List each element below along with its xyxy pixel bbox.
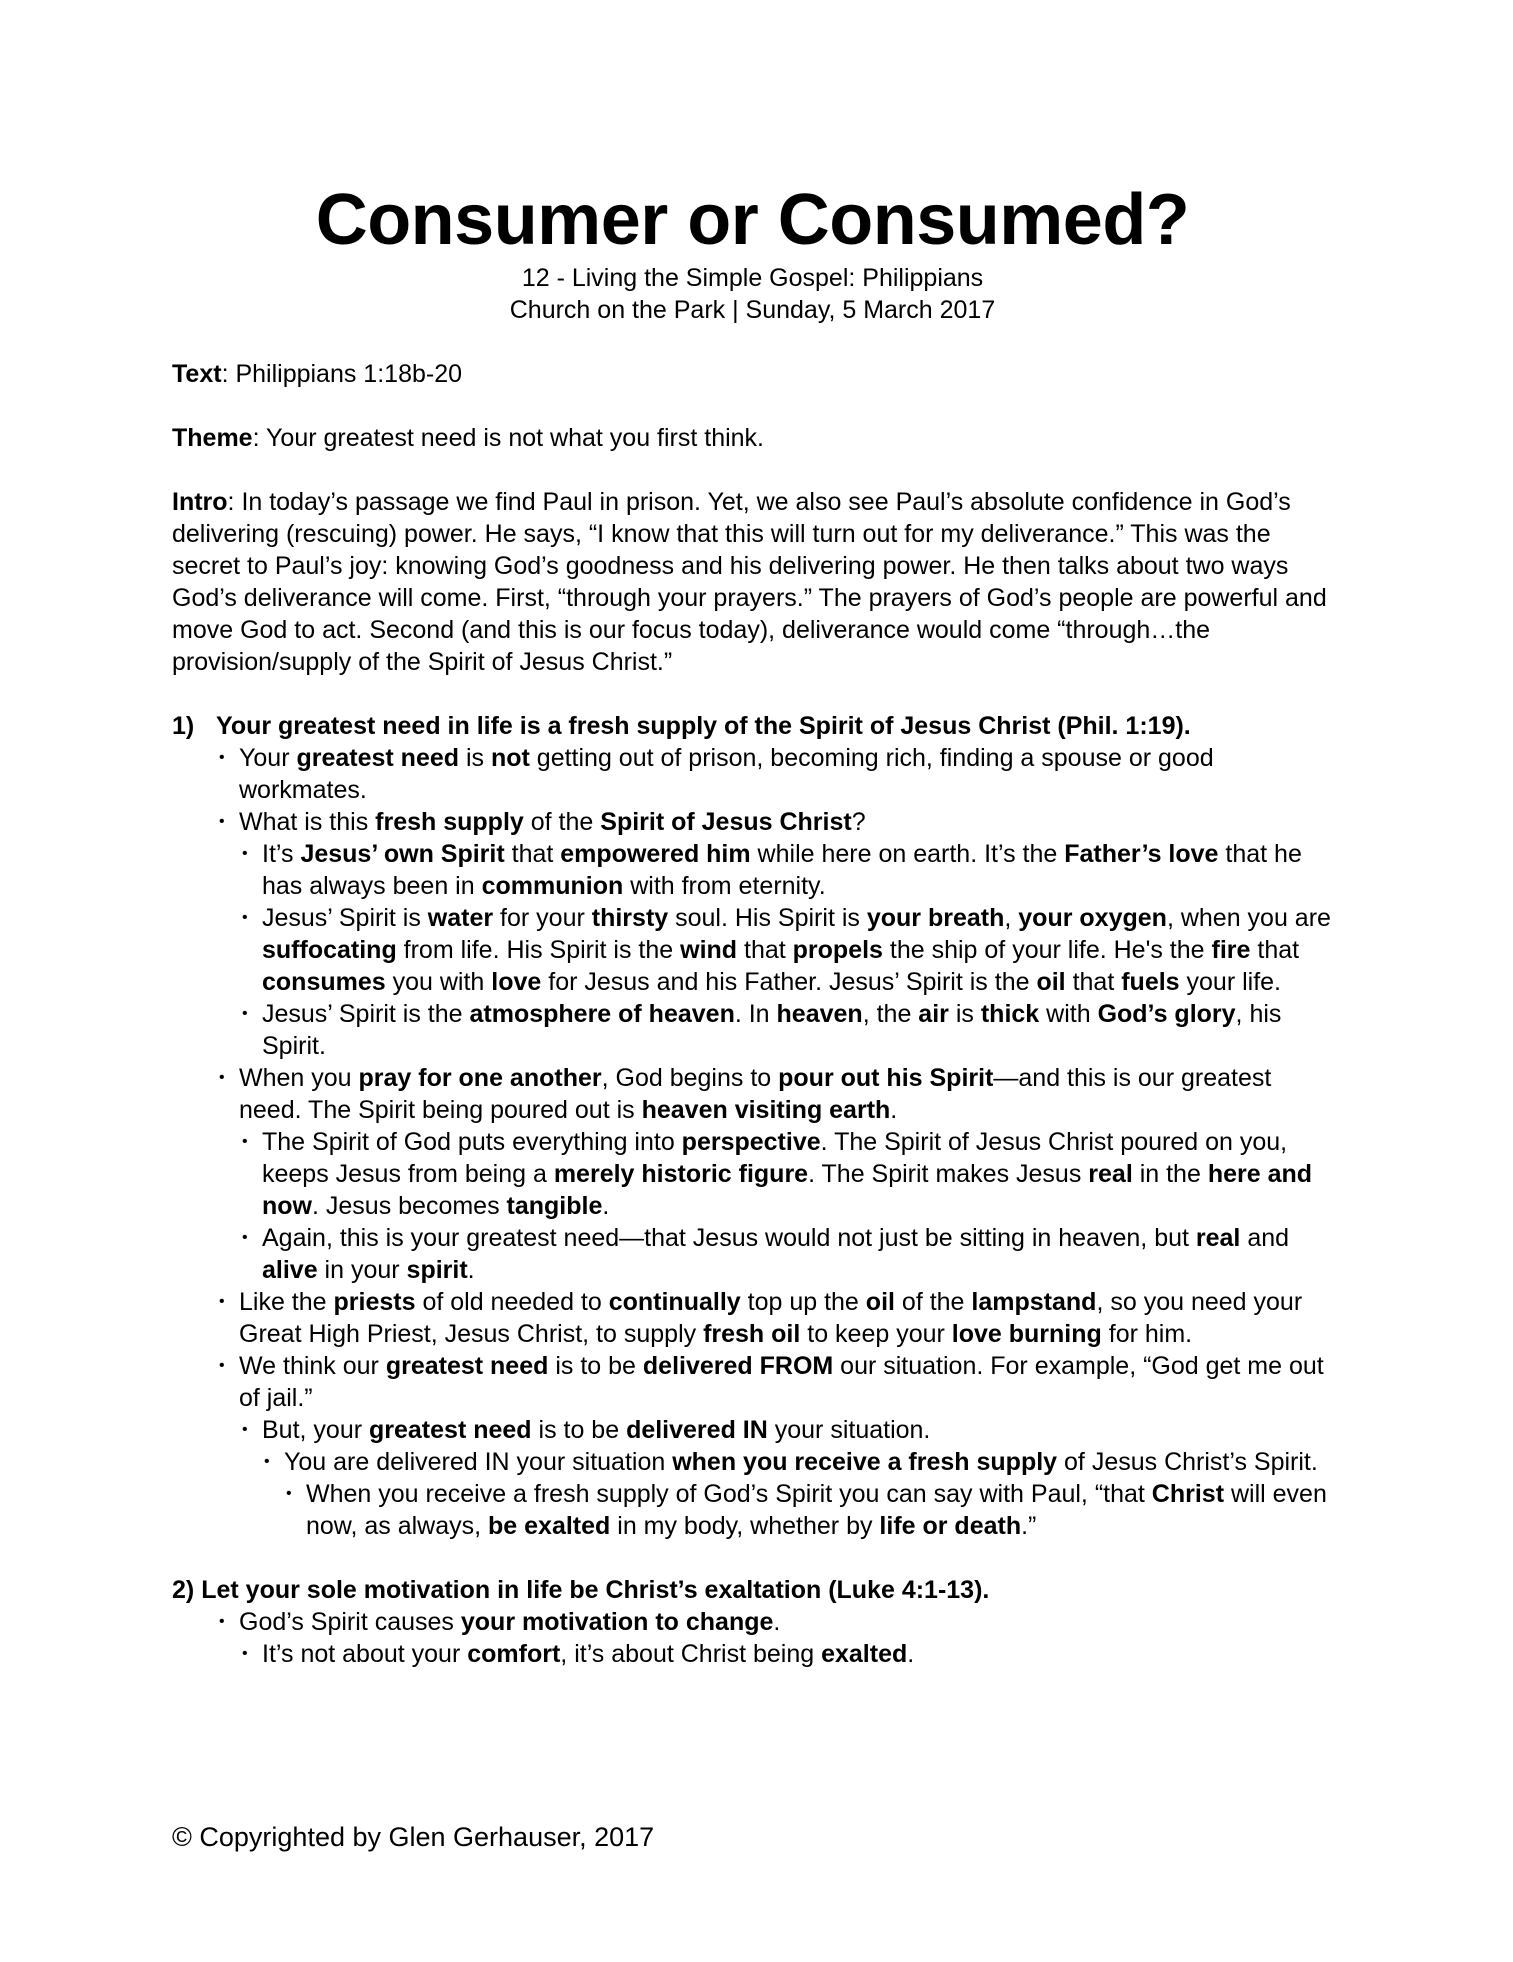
list-item: • The Spirit of God puts everything into perspective. The Spirit of Jesus Christ poured on you, keeps Jesus from being a merely historic figure. The Spirit makes Jesus real in the here and now. Jesus becomes tangible. [262,1126,1333,1222]
list-item: • Your greatest need is not getting out of prison, becoming rich, finding a spouse or good workmates. [239,742,1333,806]
list-item: • It’s not about your comfort, it’s about Christ being exalted. [262,1638,1333,1670]
sub-list [306,1478,1333,1542]
section-2-list [239,1606,1333,1670]
list-item: • Like the priests of old needed to continually top up the oil of the lampstand, so you need your Great High Priest, Jesus Christ, to supply fresh oil to keep your love burning for him. [239,1286,1333,1350]
sub-list [262,1126,1333,1286]
list-item: • When you receive a fresh supply of God’s Spirit you can say with Paul, “that Christ will even now, as always, be exalted in my body, whether by life or death.” [306,1478,1333,1542]
sub-list [262,1638,1333,1670]
theme-line: Theme: Your greatest need is not what you first think. [172,424,765,452]
sub-list [284,1446,1333,1542]
copyright-footer: © Copyrighted by Glen Gerhauser, 2017 [172,1822,655,1852]
text-reference: Text: Philippians 1:18b-20 [172,360,463,388]
section-1-heading: 1) Your greatest need in life is a fresh supply of the Spirit of Jesus Christ (Phil. 1:19). [172,712,1191,740]
list-item: • When you pray for one another, God begins to pour out his Spirit—and this is our greatest need. The Spirit being poured out is heaven visiting earth. • The Spirit of God puts everything into perspective. The Spirit of Jesus Christ poured on you, keeps Jesus from being a merely historic figure. The Spirit makes Jesus real in the here and now. Jesus becomes tangible. • Again, this is your greatest need—that Jesus would not just be sitting in heaven, but real and alive in your spirit. [239,1062,1333,1286]
list-item: • Jesus’ Spirit is water for your thirsty soul. His Spirit is your breath, your oxygen, when you are suffocating from life. His Spirit is the wind that propels the ship of your life. He's the fire that consumes you with love for Jesus and his Father. Jesus’ Spirit is the oil that fuels your life. [262,902,1333,998]
sub-list [262,838,1333,1062]
church-date-subtitle: Church on the Park | Sunday, 5 March 2017 [509,296,996,324]
series-subtitle: 12 - Living the Simple Gospel: Philippians [521,264,984,292]
document-title: Consumer or Consumed? [315,180,1190,260]
list-item: • But, your greatest need is to be delivered IN your situation. • You are delivered IN your situation when you receive a fresh supply of Jesus Christ’s Spirit. • When you receive a fresh supply of God’s Spirit you can say with Paul, “that Christ will even now, as always, be exalted in my body, whether by life or death.” [262,1414,1333,1542]
list-item: • We think our greatest need is to be delivered FROM our situation. For example, “God get me out of jail.” • But, your greatest need is to be delivered IN your situation. • You are delivered IN your situation when you receive a fresh supply of Jesus Christ’s Spirit. • When you receive a fresh supply of God’s Spirit you can say with Paul, “that Christ will even now, as always, be exalted in my body, whether by life or death.” [239,1350,1333,1542]
list-item: • Jesus’ Spirit is the atmosphere of heaven. In heaven, the air is thick with God’s glory, his Spirit. [262,998,1333,1062]
sub-list [262,1414,1333,1542]
list-item: • What is this fresh supply of the Spirit of Jesus Christ? • It’s Jesus’ own Spirit that empowered him while here on earth. It’s the Father’s love that he has always been in communion with from eternity. • Jesus’ Spirit is water for your thirsty soul. His Spirit is your breath, your oxygen, when you are suffocating from life. His Spirit is the wind that propels the ship of your life. He's the fire that consumes you with love for Jesus and his Father. Jesus’ Spirit is the oil that fuels your life. • Jesus’ Spirit is the atmosphere of heaven. In heaven, the air is thick with God’s glory, his Spirit. [239,806,1333,1062]
list-item: • You are delivered IN your situation when you receive a fresh supply of Jesus Christ’s Spirit. • When you receive a fresh supply of God’s Spirit you can say with Paul, “that Christ will even now, as always, be exalted in my body, whether by life or death.” [284,1446,1333,1542]
list-item: • Again, this is your greatest need—that Jesus would not just be sitting in heaven, but real and alive in your spirit. [262,1222,1333,1286]
list-item: • It’s Jesus’ own Spirit that empowered him while here on earth. It’s the Father’s love that he has always been in communion with from eternity. [262,838,1333,902]
section-1-list [239,742,1333,1542]
section-2-heading: 2) Let your sole motivation in life be Christ’s exaltation (Luke 4:1-13). [172,1576,990,1604]
intro-paragraph: Intro: In today’s passage we find Paul in prison. Yet, we also see Paul’s absolute confidence in God’s delivering (rescuing) power. He says, “I know that this will turn out for my deliverance.” This was the secret to Paul’s joy: knowing God’s goodness and his delivering power. He then talks about two ways God’s deliverance will come. First, “through your prayers.” The prayers of God’s people are powerful and move God to act. Second (and this is our focus today), deliverance would come “through…the provision/supply of the Spirit of Jesus Christ.” [172,488,1327,676]
list-item: • God’s Spirit causes your motivation to change. • It’s not about your comfort, it’s about Christ being exalted. [239,1606,1333,1670]
